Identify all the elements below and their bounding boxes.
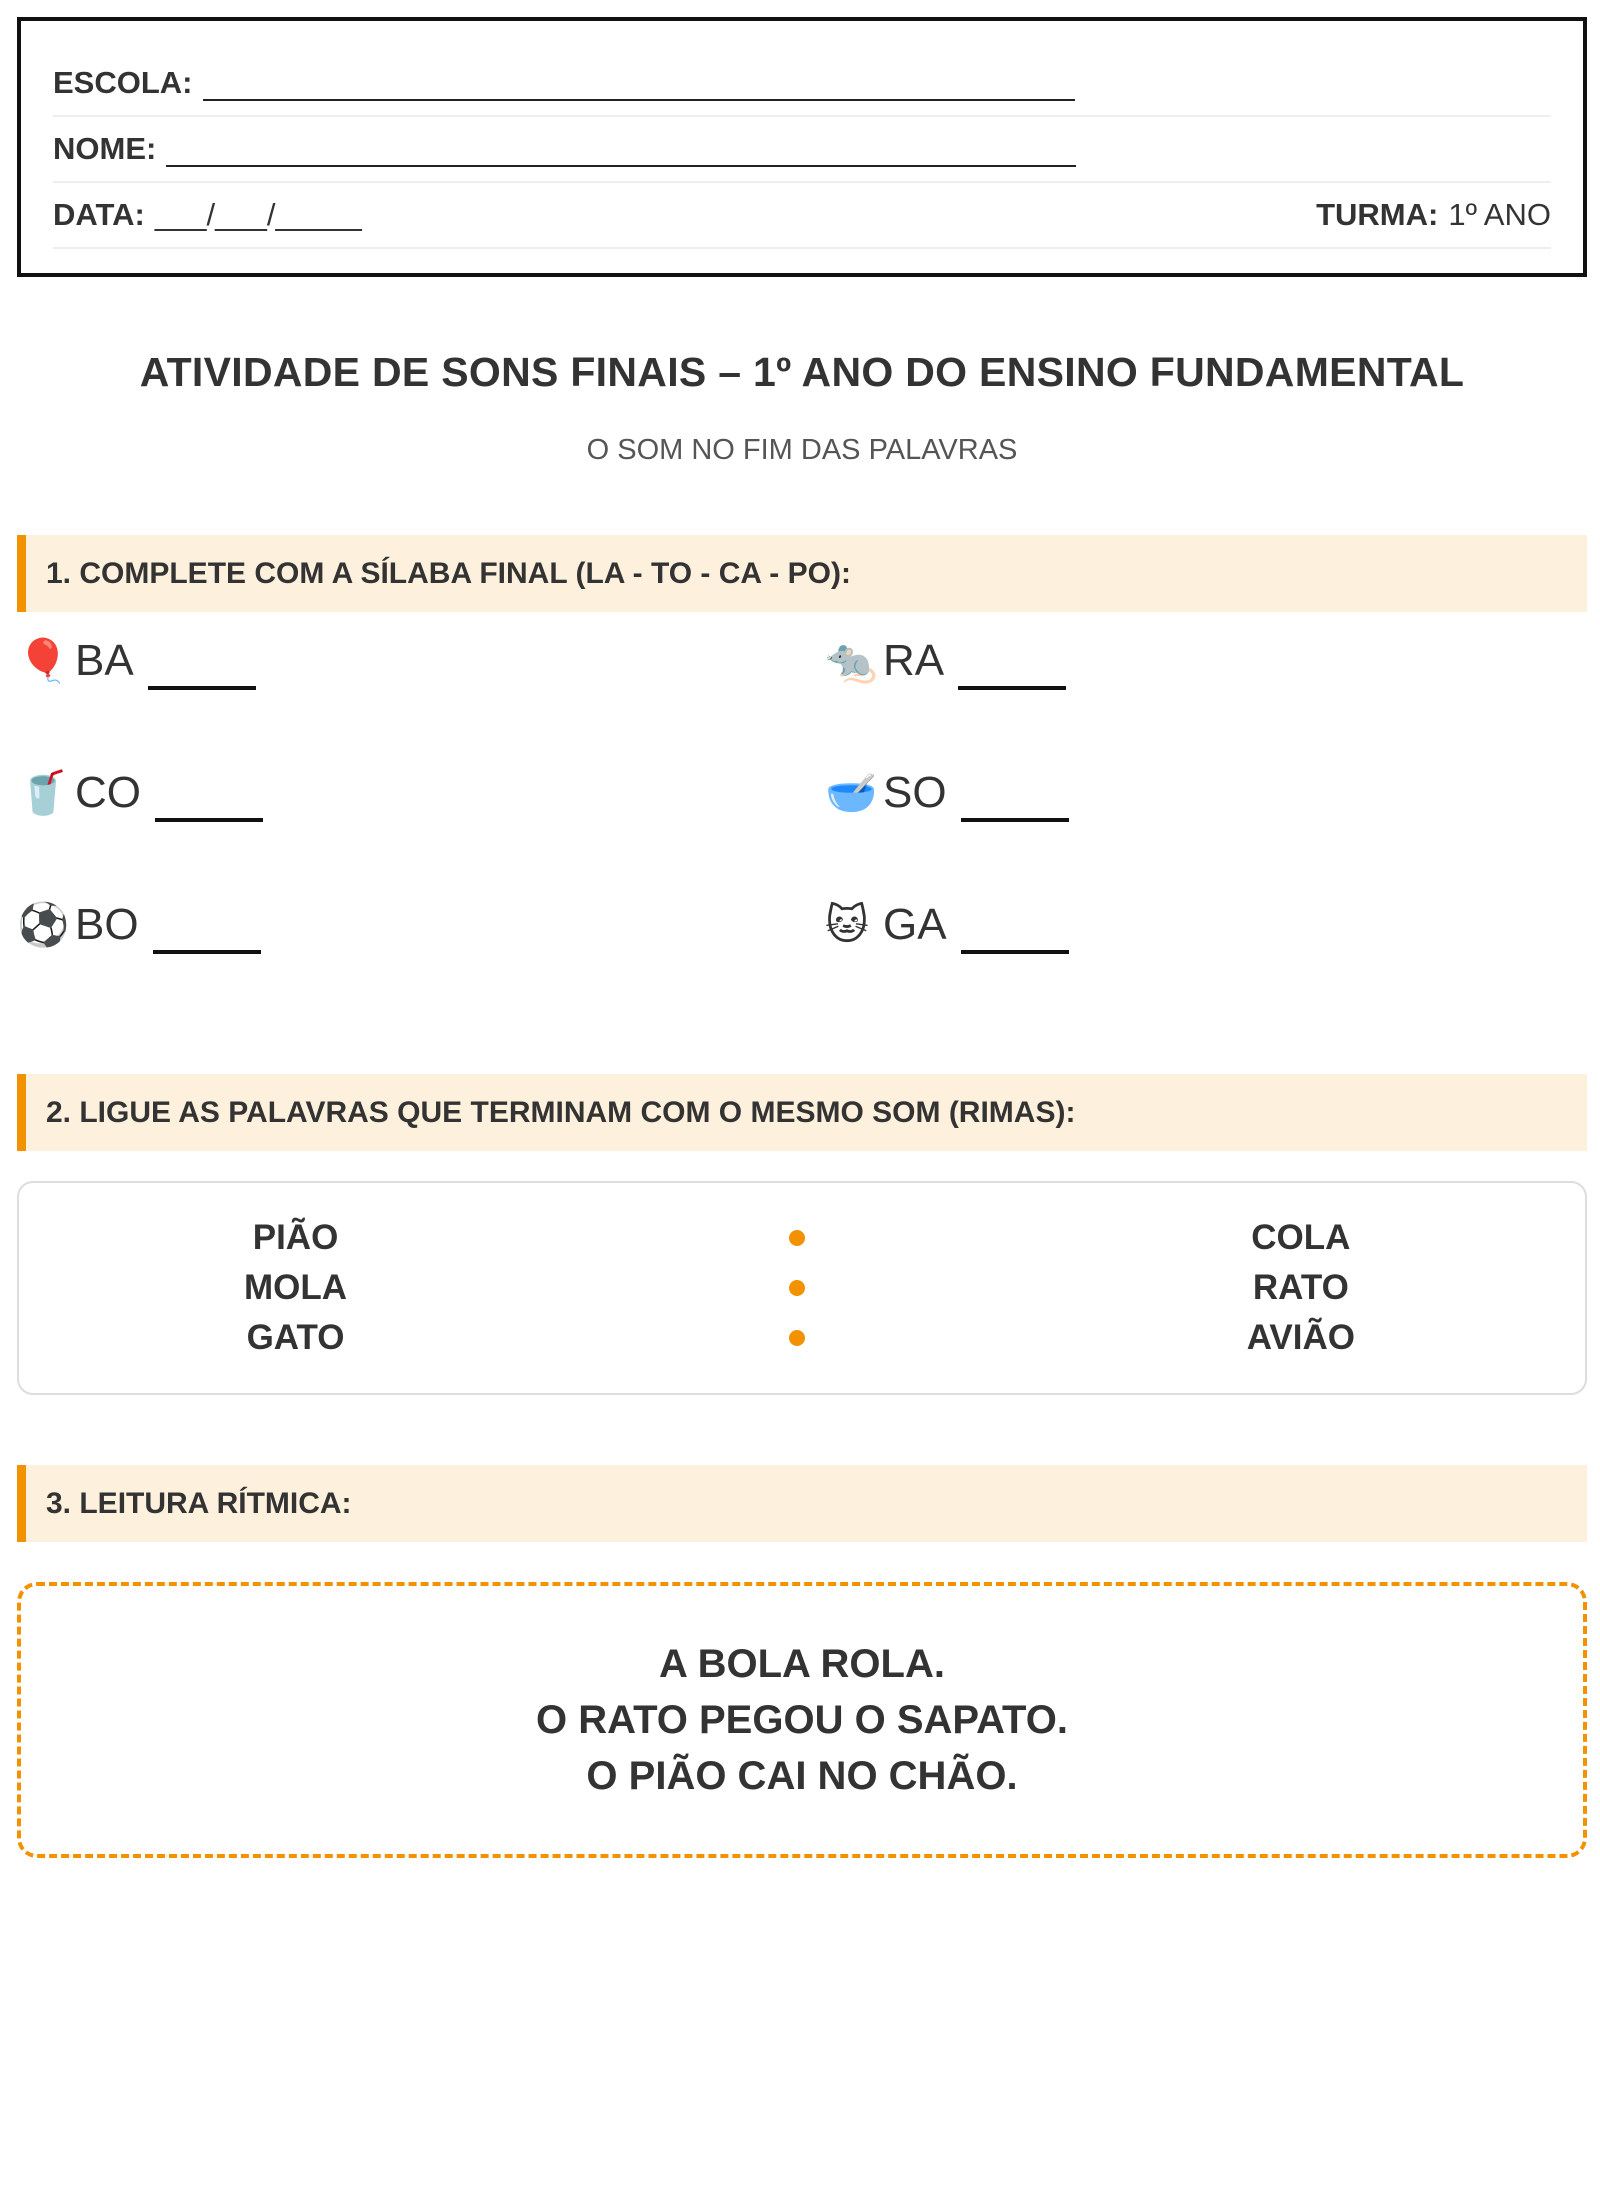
data-label: DATA: [53, 197, 145, 232]
reading-line: O PIÃO CAI NO CHÃO. [586, 1754, 1018, 1798]
escola-row [53, 51, 1551, 117]
connector-dot[interactable] [789, 1280, 805, 1296]
answer-blank[interactable] [958, 634, 1066, 690]
escola-field[interactable] [203, 71, 1075, 101]
worksheet-page [17, 17, 1587, 1858]
right-word[interactable]: AVIÃO [1246, 1318, 1355, 1357]
right-word-column [1247, 1213, 1355, 1363]
section2-heading: 2. LIGUE AS PALAVRAS QUE TERMINAM COM O MESMO SOM (RIMAS): [17, 1074, 1587, 1151]
nome-field[interactable] [166, 137, 1076, 167]
turma-value: 1º ANO [1448, 197, 1551, 232]
syllable-text: CO [75, 768, 141, 817]
reading-line: O RATO PEGOU O SAPATO. [536, 1698, 1068, 1742]
turma-label: TURMA: [1316, 197, 1439, 232]
answer-blank[interactable] [961, 898, 1069, 954]
right-word[interactable]: RATO [1252, 1268, 1349, 1307]
left-word[interactable]: MOLA [244, 1268, 348, 1307]
worksheet-title: ATIVIDADE DE SONS FINAIS – 1º ANO DO ENSINO FUNDAMENTAL [139, 349, 1465, 395]
answer-blank[interactable] [148, 634, 256, 690]
rat-icon: 🐀 [825, 636, 878, 685]
left-word-column [244, 1213, 347, 1363]
syllable-text: GA [883, 900, 947, 949]
section3-heading: 3. LEITURA RÍTMICA: [17, 1465, 1587, 1542]
syllable-text: SO [883, 768, 947, 817]
section1-heading: 1. COMPLETE COM A SÍLABA FINAL (LA - TO - CA - PO): [17, 535, 1587, 612]
nome-label: NOME: [53, 131, 157, 166]
rhyme-matching-box [17, 1181, 1587, 1395]
answer-blank[interactable] [961, 766, 1069, 822]
balloon-icon: 🎈 [17, 636, 70, 685]
exercise-item [825, 898, 1587, 1030]
reading-line: A BOLA ROLA. [659, 1642, 945, 1686]
syllable-text: BA [75, 636, 134, 685]
left-word[interactable]: PIÃO [252, 1218, 339, 1257]
exercise-item [17, 634, 825, 766]
left-word[interactable]: GATO [246, 1318, 345, 1357]
soup-bowl-icon: 🥣 [825, 768, 878, 817]
exercise-item [17, 766, 825, 898]
rhythmic-reading-box [17, 1582, 1587, 1858]
student-info-box [17, 17, 1587, 277]
syllable-exercise-grid [17, 634, 1587, 1030]
cup-icon: 🥤 [17, 768, 70, 817]
answer-blank[interactable] [153, 898, 261, 954]
nome-row [53, 117, 1551, 183]
data-field[interactable]: ___/___/_____ [154, 197, 362, 232]
data-turma-row [53, 183, 1551, 249]
soccer-ball-icon: ⚽ [17, 900, 70, 949]
exercise-item [825, 766, 1587, 898]
cat-face-icon: 🐱 [825, 900, 869, 949]
exercise-item [825, 634, 1587, 766]
answer-blank[interactable] [155, 766, 263, 822]
right-word[interactable]: COLA [1251, 1218, 1351, 1257]
dot-column [789, 1213, 805, 1363]
syllable-text: RA [883, 636, 945, 685]
escola-label: ESCOLA: [53, 65, 193, 100]
exercise-item [17, 898, 825, 1030]
syllable-text: BO [75, 900, 139, 949]
connector-dot[interactable] [789, 1330, 805, 1346]
connector-dot[interactable] [789, 1230, 805, 1246]
worksheet-subtitle: O SOM NO FIM DAS PALAVRAS [586, 434, 1018, 466]
